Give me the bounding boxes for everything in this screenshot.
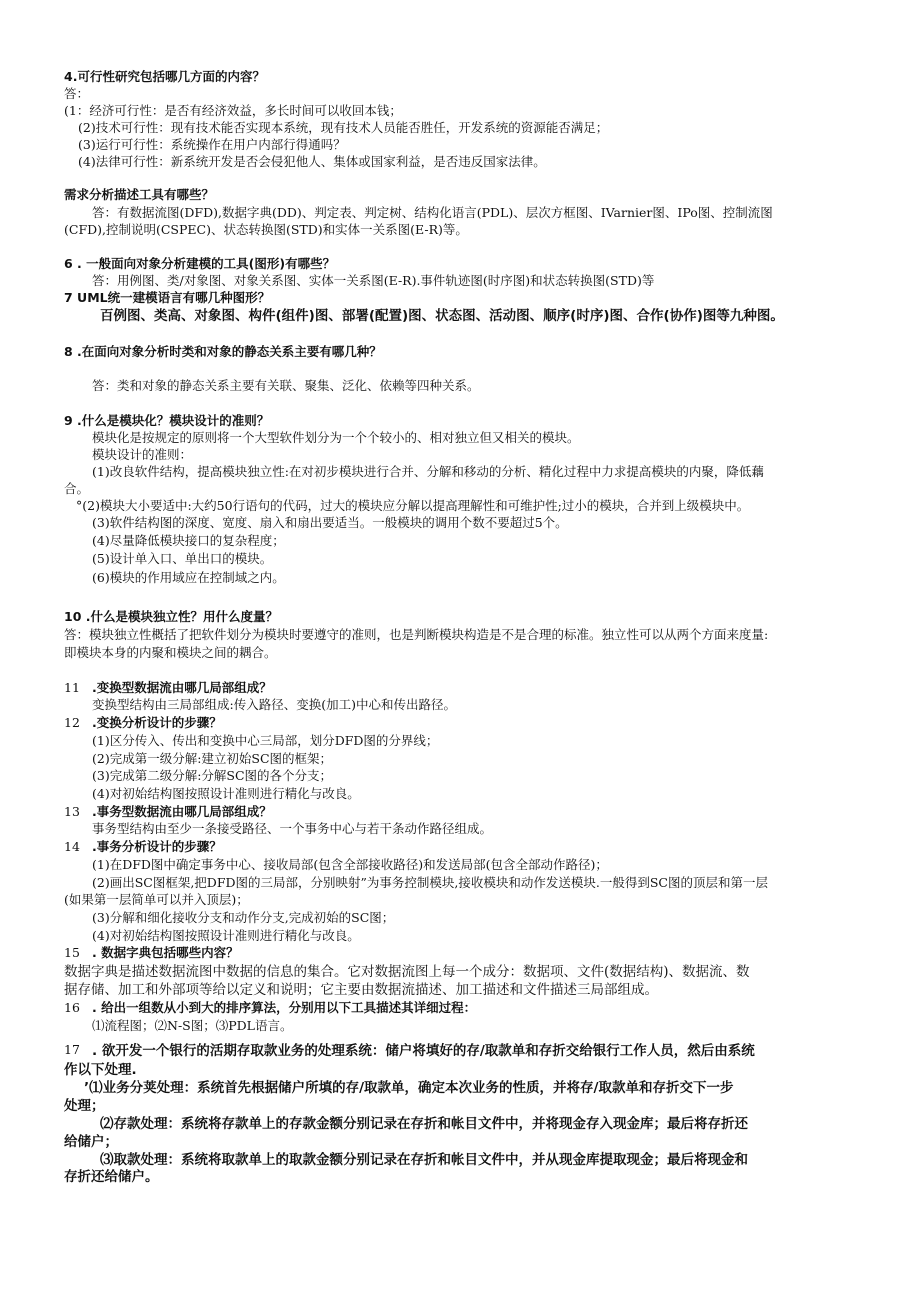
q10-title: 10 .什么是模块独立性？用什么度量？ (64, 609, 278, 624)
q12-number: 12 (64, 715, 80, 730)
q9-line-9: (6)模块的作用域应在控制域之内。 (92, 570, 285, 585)
q17-number: 17 (64, 1042, 80, 1057)
q16-title: . 给出一组数从小到大的排序算法，分别用以下工具描述其详细过程： (92, 1000, 477, 1015)
req-title: 需求分析描述工具有哪些？ (64, 187, 215, 202)
q15-number: 15 (64, 945, 80, 960)
q11-answer: 变换型结构由三局部组成:传入路径、变换(加工)中心和传出路径。 (92, 697, 456, 712)
q9-line-6: (3)软件结构图的深度、宽度、扇入和扇出要适当。一般模块的调用个数不要超过5个。 (92, 515, 568, 530)
req-line-1: 答：有数据流图(DFD),数据字典(DD)、判定表、判定树、结构化语言(PDL)、层次方框图、IVarnier图、IPo图、控制流图 (92, 205, 773, 220)
q6-title: 6 . 一般面向对象分析建模的工具(图形)有哪些？ (64, 256, 336, 271)
q16-answer: ⑴流程图；⑵N-S图；⑶PDL语言。 (92, 1018, 293, 1033)
q15-title: . 数据字典包括哪些内容？ (92, 945, 239, 960)
q4-item-3: (3)运行可行性：系统操作在用户内部行得通吗？ (78, 137, 346, 152)
q14-line-3: (如果第一层简单可以并入顶层)； (64, 892, 249, 907)
q11-number: 11 (64, 680, 80, 695)
q9-line-5: °(2)模块大小要适中:大约50行语句的代码，过大的模块应分解以提高理解性和可维护性;过小的模块，合并到上级模块中。 (76, 498, 750, 513)
q4-answer-label: 答： (64, 86, 90, 101)
req-line-2: (CFD),控制说明(CSPEC)、状态转换图(STD)和实体一关系图(E-R)等。 (64, 222, 468, 237)
q10-line-2: 即模块本身的内聚和模块之间的耦合。 (64, 645, 277, 660)
q4-item-4: (4)法律可行性：新系统开发是否会侵犯他人、集体或国家利益，是否违反国家法律。 (78, 154, 546, 169)
q13-title: .事务型数据流由哪几局部组成？ (92, 804, 272, 819)
q14-title: .事务分析设计的步骤？ (92, 839, 222, 854)
q9-line-7: (4)尽量降低模块接口的复杂程度； (92, 533, 285, 548)
q8-answer: 答：类和对象的静态关系主要有关联、聚集、泛化、依赖等四种关系。 (92, 378, 480, 393)
q4-title: 4.可行性研究包括哪几方面的内容？ (64, 69, 265, 84)
q7-answer: 百例图、类高、对象图、构件(组件)图、部署(配置)图、状态图、活动图、顺序(时序)图、合作(协作)图等九种图。 (100, 308, 784, 324)
q10-line-1: 答：模块独立性概括了把软件划分为模块时要遵守的准则，也是判断模块构造是不是合理的标准。独立性可以从两个方面来度量: (64, 627, 769, 642)
q17-line-8: 存折还给储户。 (64, 1169, 159, 1185)
q14-line-1: (1)在DFD图中确定事务中心、接收局部(包含全部接收路径)和发送局部(包含全部动作路径)； (92, 857, 608, 872)
q12-line-3: (3)完成第二级分解:分解SC图的各个分支； (92, 768, 333, 783)
q17-line-3: ’⑴业务分荚处理：系统首先根据储户所填的存/取款单，确定本次业务的性质，并将存/取款单和存折交下一步 (84, 1080, 734, 1096)
q14-number: 14 (64, 839, 80, 854)
q17-line-6: 给储户； (64, 1134, 118, 1150)
q16-number: 16 (64, 1000, 80, 1015)
q9-line-1: 模块化是按规定的原则将一个大型软件划分为一个个较小的、相对独立但又相关的模块。 (92, 430, 580, 445)
q14-line-5: (4)对初始结构图按照设计准则进行精化与改良。 (92, 928, 360, 943)
q13-number: 13 (64, 804, 80, 819)
q12-line-4: (4)对初始结构图按照设计准则进行精化与改良。 (92, 786, 360, 801)
q15-line-1: 数据字典是描述数据流图中数据的信息的集合。它对数据流图上每一个成分：数据项、文件(数据结构)、数据流、数 (64, 964, 750, 980)
q9-line-2: 模块设计的准则： (92, 447, 193, 462)
q7-title: 7 UML统一建模语言有哪几种图形？ (64, 290, 271, 305)
q12-line-2: (2)完成第一级分解:建立初始SC图的框架； (92, 751, 333, 766)
q9-title: 9 .什么是模块化？模块设计的准则？ (64, 413, 270, 428)
q4-item-2: (2)技术可行性：现有技术能否实现本系统，现有技术人员能否胜任，开发系统的资源能否满足； (78, 120, 609, 135)
q8-title: 8 .在面向对象分析时类和对象的静态关系主要有哪几种？ (64, 344, 382, 359)
q17-line-1: . 欲开发一个银行的活期存取款业务的处理系统：储户将填好的存/取款单和存折交给银行工作人员，然后由系统 (92, 1043, 755, 1059)
q9-line-4: 合。 (64, 481, 90, 496)
q17-line-7: ⑶取款处理：系统将取款单上的取款金额分别记录在存折和帐目文件中，并从现金库提取现金；最后将现金和 (100, 1152, 748, 1168)
q13-answer: 事务型结构由至少一条接受路径、一个事务中心与若干条动作路径组成。 (92, 821, 493, 836)
q17-line-5: ⑵存款处理：系统将存款单上的存款金额分别记录在存折和帐目文件中，并将现金存入现金库；最后将存折还 (100, 1116, 748, 1132)
q4-item-1: (1：经济可行性：是否有经济效益，多长时间可以收回本钱； (64, 103, 402, 118)
q14-line-4: (3)分解和细化接收分支和动作分支,完成初始的SC图； (92, 910, 395, 925)
q6-answer: 答：用例图、类/对象图、对象关系图、实体一关系图(E-R).事件轨迹图(时序图)和状态转换图(STD)等 (92, 273, 655, 288)
q15-line-2: 据存储、加工和外部项等给以定义和说明；它主要由数据流描述、加工描述和文件描述三局部组成。 (64, 982, 658, 998)
q17-line-2: 作以下处理. (64, 1062, 137, 1078)
q9-line-3: (1)改良软件结构，提高模块独立性:在对初步模块进行合并、分解和移动的分析、精化过程中力求提高模块的内聚，降低藕 (92, 464, 764, 479)
q12-line-1: (1)区分传入、传出和变换中心三局部，划分DFD图的分界线； (92, 733, 439, 748)
q17-line-4: 处理； (64, 1098, 105, 1114)
q14-line-2: (2)画出SC图框架,把DFD图的三局部，分别映射”为事务控制模块,接收模块和动作发送模块.一般得到SC图的顶层和第一层 (92, 875, 768, 890)
q12-title: .变换分析设计的步骤？ (92, 715, 222, 730)
q11-title: .变换型数据流由哪几局部组成？ (92, 680, 272, 695)
q9-line-8: (5)设计单入口、单出口的模块。 (92, 551, 273, 566)
